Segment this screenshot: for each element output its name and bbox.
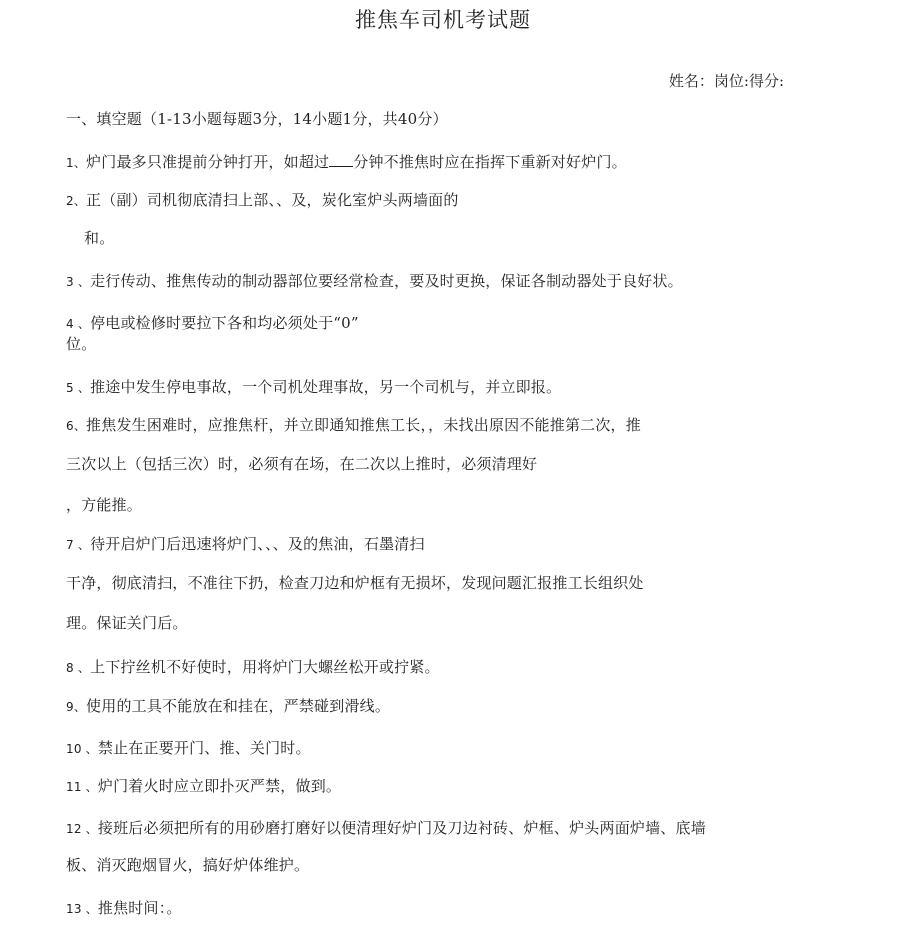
question-text: 停电或检修时要拉下各和均必须处于“0”: [90, 314, 359, 332]
question-text: 炉门最多只准提前分钟打开，如超过: [86, 153, 330, 171]
question-6-continuation: 三次以上（包括三次）时，必须有在场，在二次以上推时，必须清理好: [66, 455, 538, 473]
question-9: [66, 695, 390, 716]
question-text: 上下拧丝机不好使时，用将炉门大螺丝松开或拧紧。: [90, 658, 440, 676]
header-fields: 姓名：岗位:得分:: [668, 72, 784, 90]
question-3: [66, 270, 683, 291]
question-7-continuation: 理。保证关门后。: [66, 614, 188, 632]
question-number: 11 、: [66, 780, 98, 794]
question-number: 9、: [66, 700, 87, 714]
document-title: 推焦车司机考试题: [355, 8, 531, 32]
question-8: [66, 656, 440, 677]
question-text: 待开启炉门后迅速将炉门、、、及的焦油，石墨清扫: [90, 535, 425, 553]
question-number: 5 、: [66, 381, 91, 395]
section-heading: 一、填空题（1-13小题每题3分，14小题1分，共40分）: [66, 110, 448, 128]
question-text: 使用的工具不能放在和挂在，严禁碰到滑线。: [86, 697, 391, 715]
question-1: [66, 151, 627, 172]
question-number: 2、: [66, 194, 87, 208]
question-13: [66, 897, 182, 918]
question-number: 6、: [66, 419, 87, 433]
question-number: 12 、: [66, 822, 98, 836]
question-4: [66, 312, 359, 333]
question-number: 3 、: [66, 275, 91, 289]
answer-blank[interactable]: [329, 154, 353, 167]
question-number: 4 、: [66, 317, 91, 331]
question-text: 正（副）司机彻底清扫上部、、及，炭化室炉头两墙面的: [86, 191, 459, 209]
question-number: 10 、: [66, 742, 98, 756]
question-7: [66, 533, 425, 554]
question-text: 接班后必须把所有的用砂磨打磨好以便清理好炉门及刀边衬砖、炉框、炉头两面炉墙、底墙: [97, 819, 706, 837]
question-5: [66, 376, 561, 397]
question-number: 8 、: [66, 661, 91, 675]
question-number: 13 、: [66, 902, 98, 916]
question-11: [66, 775, 341, 796]
question-text: 分钟不推焦时应在指挥下重新对好炉门。: [353, 153, 627, 171]
question-12: [66, 817, 706, 838]
question-text: 禁止在正要开门、推、关门时。: [97, 739, 311, 757]
question-6-continuation: ，方能推。: [66, 496, 143, 514]
question-12-continuation: 板、消灭跑烟冒火，搞好炉体维护。: [66, 856, 310, 874]
question-2-continuation: 和。: [84, 229, 115, 247]
question-7-continuation: 干净，彻底清扫，不准往下扔，检查刀边和炉框有无损坏，发现问题汇报推工长组织处: [66, 574, 644, 592]
question-text: 走行传动、推焦传动的制动器部位要经常检查，要及时更换，保证各制动器处于良好状。: [90, 272, 683, 290]
question-6: [66, 414, 641, 435]
question-text: 推焦时间：。: [97, 899, 182, 917]
question-number: 1、: [66, 156, 87, 170]
question-number: 7 、: [66, 538, 91, 552]
question-text: 推焦发生困难时，应推焦杆，并立即通知推焦工长，，未找出原因不能推第二次，推: [86, 416, 641, 434]
question-2: [66, 189, 459, 210]
question-4-continuation: 位。: [66, 335, 97, 353]
question-text: 炉门着火时应立即扑灭严禁，做到。: [97, 777, 342, 795]
question-text: 推途中发生停电事故，一个司机处理事故，另一个司机与，并立即报。: [90, 378, 562, 396]
question-10: [66, 737, 311, 758]
